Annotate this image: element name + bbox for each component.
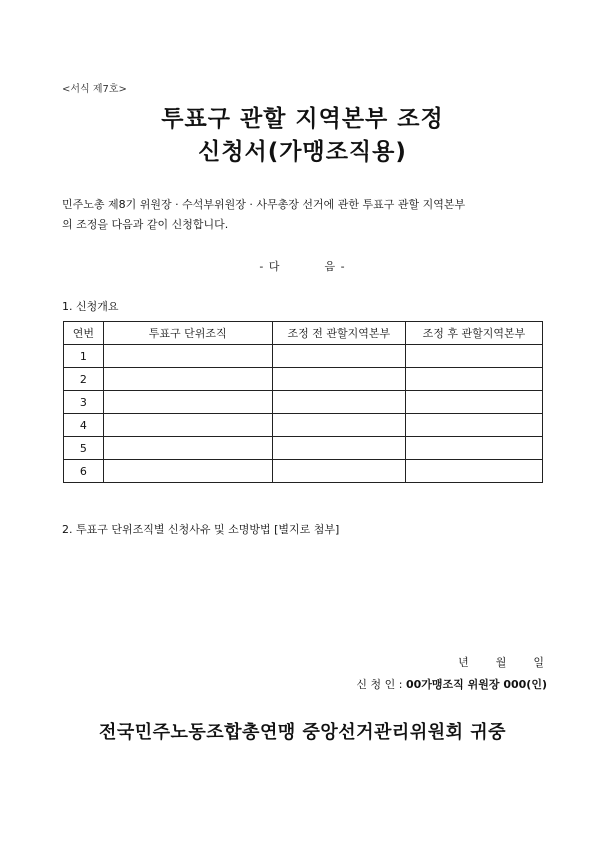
- section-1-heading: 1. 신청개요: [62, 300, 119, 313]
- document-title-line2: 신청서(가맹조직용): [198, 139, 407, 165]
- section-2-heading: 2. 투표구 단위조직별 신청사유 및 소명방법 [별지로 첨부]: [62, 523, 340, 536]
- intro-line-2: 의 조정을 다음과 같이 신청합니다.: [62, 218, 229, 231]
- row-number: 2: [64, 368, 104, 391]
- before-cell[interactable]: [272, 414, 405, 437]
- table-row: [64, 460, 543, 483]
- header-unit: 투표구 단위조직: [103, 322, 272, 345]
- unit-cell[interactable]: [103, 460, 272, 483]
- unit-cell[interactable]: [103, 391, 272, 414]
- unit-cell[interactable]: [103, 437, 272, 460]
- after-cell[interactable]: [405, 368, 542, 391]
- applicant-value: 00가맹조직 위원장 000(인): [406, 678, 547, 691]
- table-row: [64, 414, 543, 437]
- unit-cell[interactable]: [103, 368, 272, 391]
- before-cell[interactable]: [272, 460, 405, 483]
- row-number: 6: [64, 460, 104, 483]
- intro-line-1: 민주노총 제8기 위원장 · 수석부위원장 · 사무총장 선거에 관한 투표구 관할 지역본부: [62, 198, 466, 211]
- after-cell[interactable]: [405, 345, 542, 368]
- table-row: [64, 437, 543, 460]
- row-number: 4: [64, 414, 104, 437]
- row-number: 3: [64, 391, 104, 414]
- date-line: [432, 654, 545, 670]
- before-cell[interactable]: [272, 345, 405, 368]
- row-number: 5: [64, 437, 104, 460]
- date-year: 년: [458, 656, 470, 669]
- before-cell[interactable]: [272, 437, 405, 460]
- header-no: 연번: [64, 322, 104, 345]
- dagum-left: - 다: [259, 260, 281, 273]
- dagum-right: 음 -: [324, 260, 346, 273]
- after-cell[interactable]: [405, 414, 542, 437]
- table-row: [64, 345, 543, 368]
- applicant-label: 신 청 인 :: [356, 678, 403, 691]
- document-title-line1: 투표구 관할 지역본부 조정: [161, 106, 444, 132]
- dagum-heading: [0, 258, 605, 274]
- header-before: 조정 전 관할지역본부: [272, 322, 405, 345]
- unit-cell[interactable]: [103, 345, 272, 368]
- unit-cell[interactable]: [103, 414, 272, 437]
- header-after: 조정 후 관할지역본부: [405, 322, 542, 345]
- intro-paragraph: [62, 195, 547, 235]
- date-day: 일: [533, 656, 545, 669]
- after-cell[interactable]: [405, 460, 542, 483]
- applicant-line: [356, 676, 547, 692]
- table-header-row: [64, 322, 543, 345]
- table-row: [64, 391, 543, 414]
- date-month: 월: [495, 656, 508, 669]
- row-number: 1: [64, 345, 104, 368]
- form-number: <서식 제7호>: [62, 84, 127, 95]
- recipient-footer: 전국민주노동조합총연맹 중앙선거관리위원회 귀중: [98, 722, 507, 743]
- table-row: [64, 368, 543, 391]
- after-cell[interactable]: [405, 391, 542, 414]
- after-cell[interactable]: [405, 437, 542, 460]
- before-cell[interactable]: [272, 391, 405, 414]
- before-cell[interactable]: [272, 368, 405, 391]
- application-table: [63, 321, 543, 483]
